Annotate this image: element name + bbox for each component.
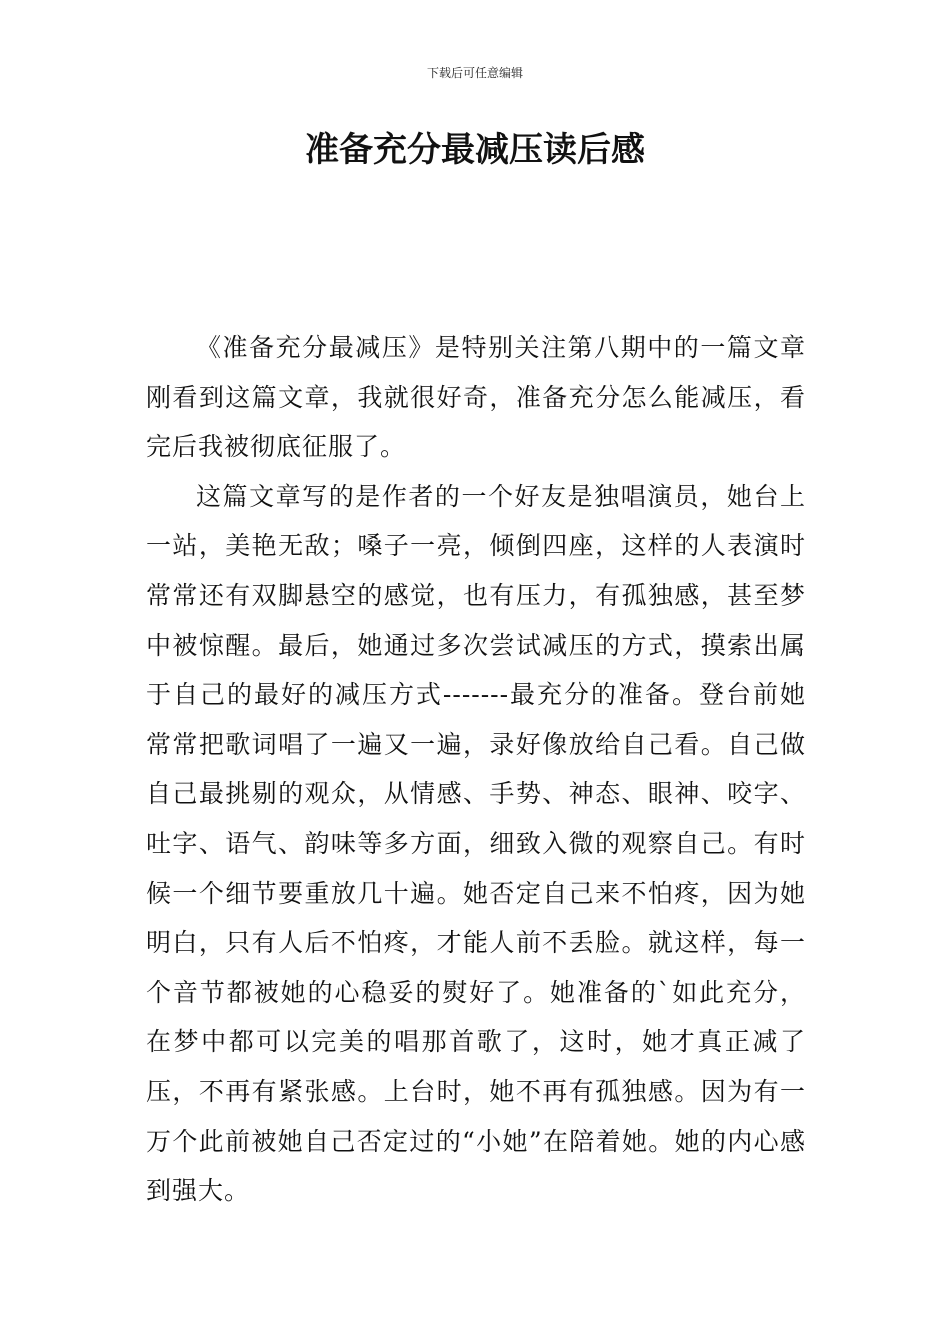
article-body [146, 323, 806, 1216]
paragraph-2: 这篇文章写的是作者的一个好友是独唱演员，她台上一站，美艳无敌；嗓子一亮，倾倒四座，这样的人表演时常常还有双脚悬空的感觉，也有压力，有孤独感，甚至梦中被惊醒。最后，她通过多次尝试减压的方式，摸索出属于自己的最好的减压方式-------最充分的准备。登台前她常常把歌词唱了一遍又一遍，录好像放给自己看。自己做自己最挑剔的观众，从情感、手势、神态、眼神、咬字、吐字、语气、韵味等多方面，细致入微的观察自己。有时候一个细节要重放几十遍。她否定自己来不怕疼，因为她明白，只有人后不怕疼，才能人前不丢脸。就这样，每一个音节都被她的心稳妥的熨好了。她准备的`如此充分，在梦中都可以完美的唱那首歌了，这时，她才真正减了压，不再有紧张感。上台时，她不再有孤独感。因为有一万个此前被她自己否定过的“小她”在陪着她。她的内心感到强大。 [146, 481, 806, 1206]
page-header-note: 下载后可任意编辑 [426, 66, 523, 80]
paragraph-1: 《准备充分最减压》是特别关注第八期中的一篇文章刚看到这篇文章，我就很好奇，准备充分怎么能减压，看完后我被彻底征服了。 [146, 333, 806, 462]
page-title: 准备充分最减压读后感 [305, 130, 645, 170]
